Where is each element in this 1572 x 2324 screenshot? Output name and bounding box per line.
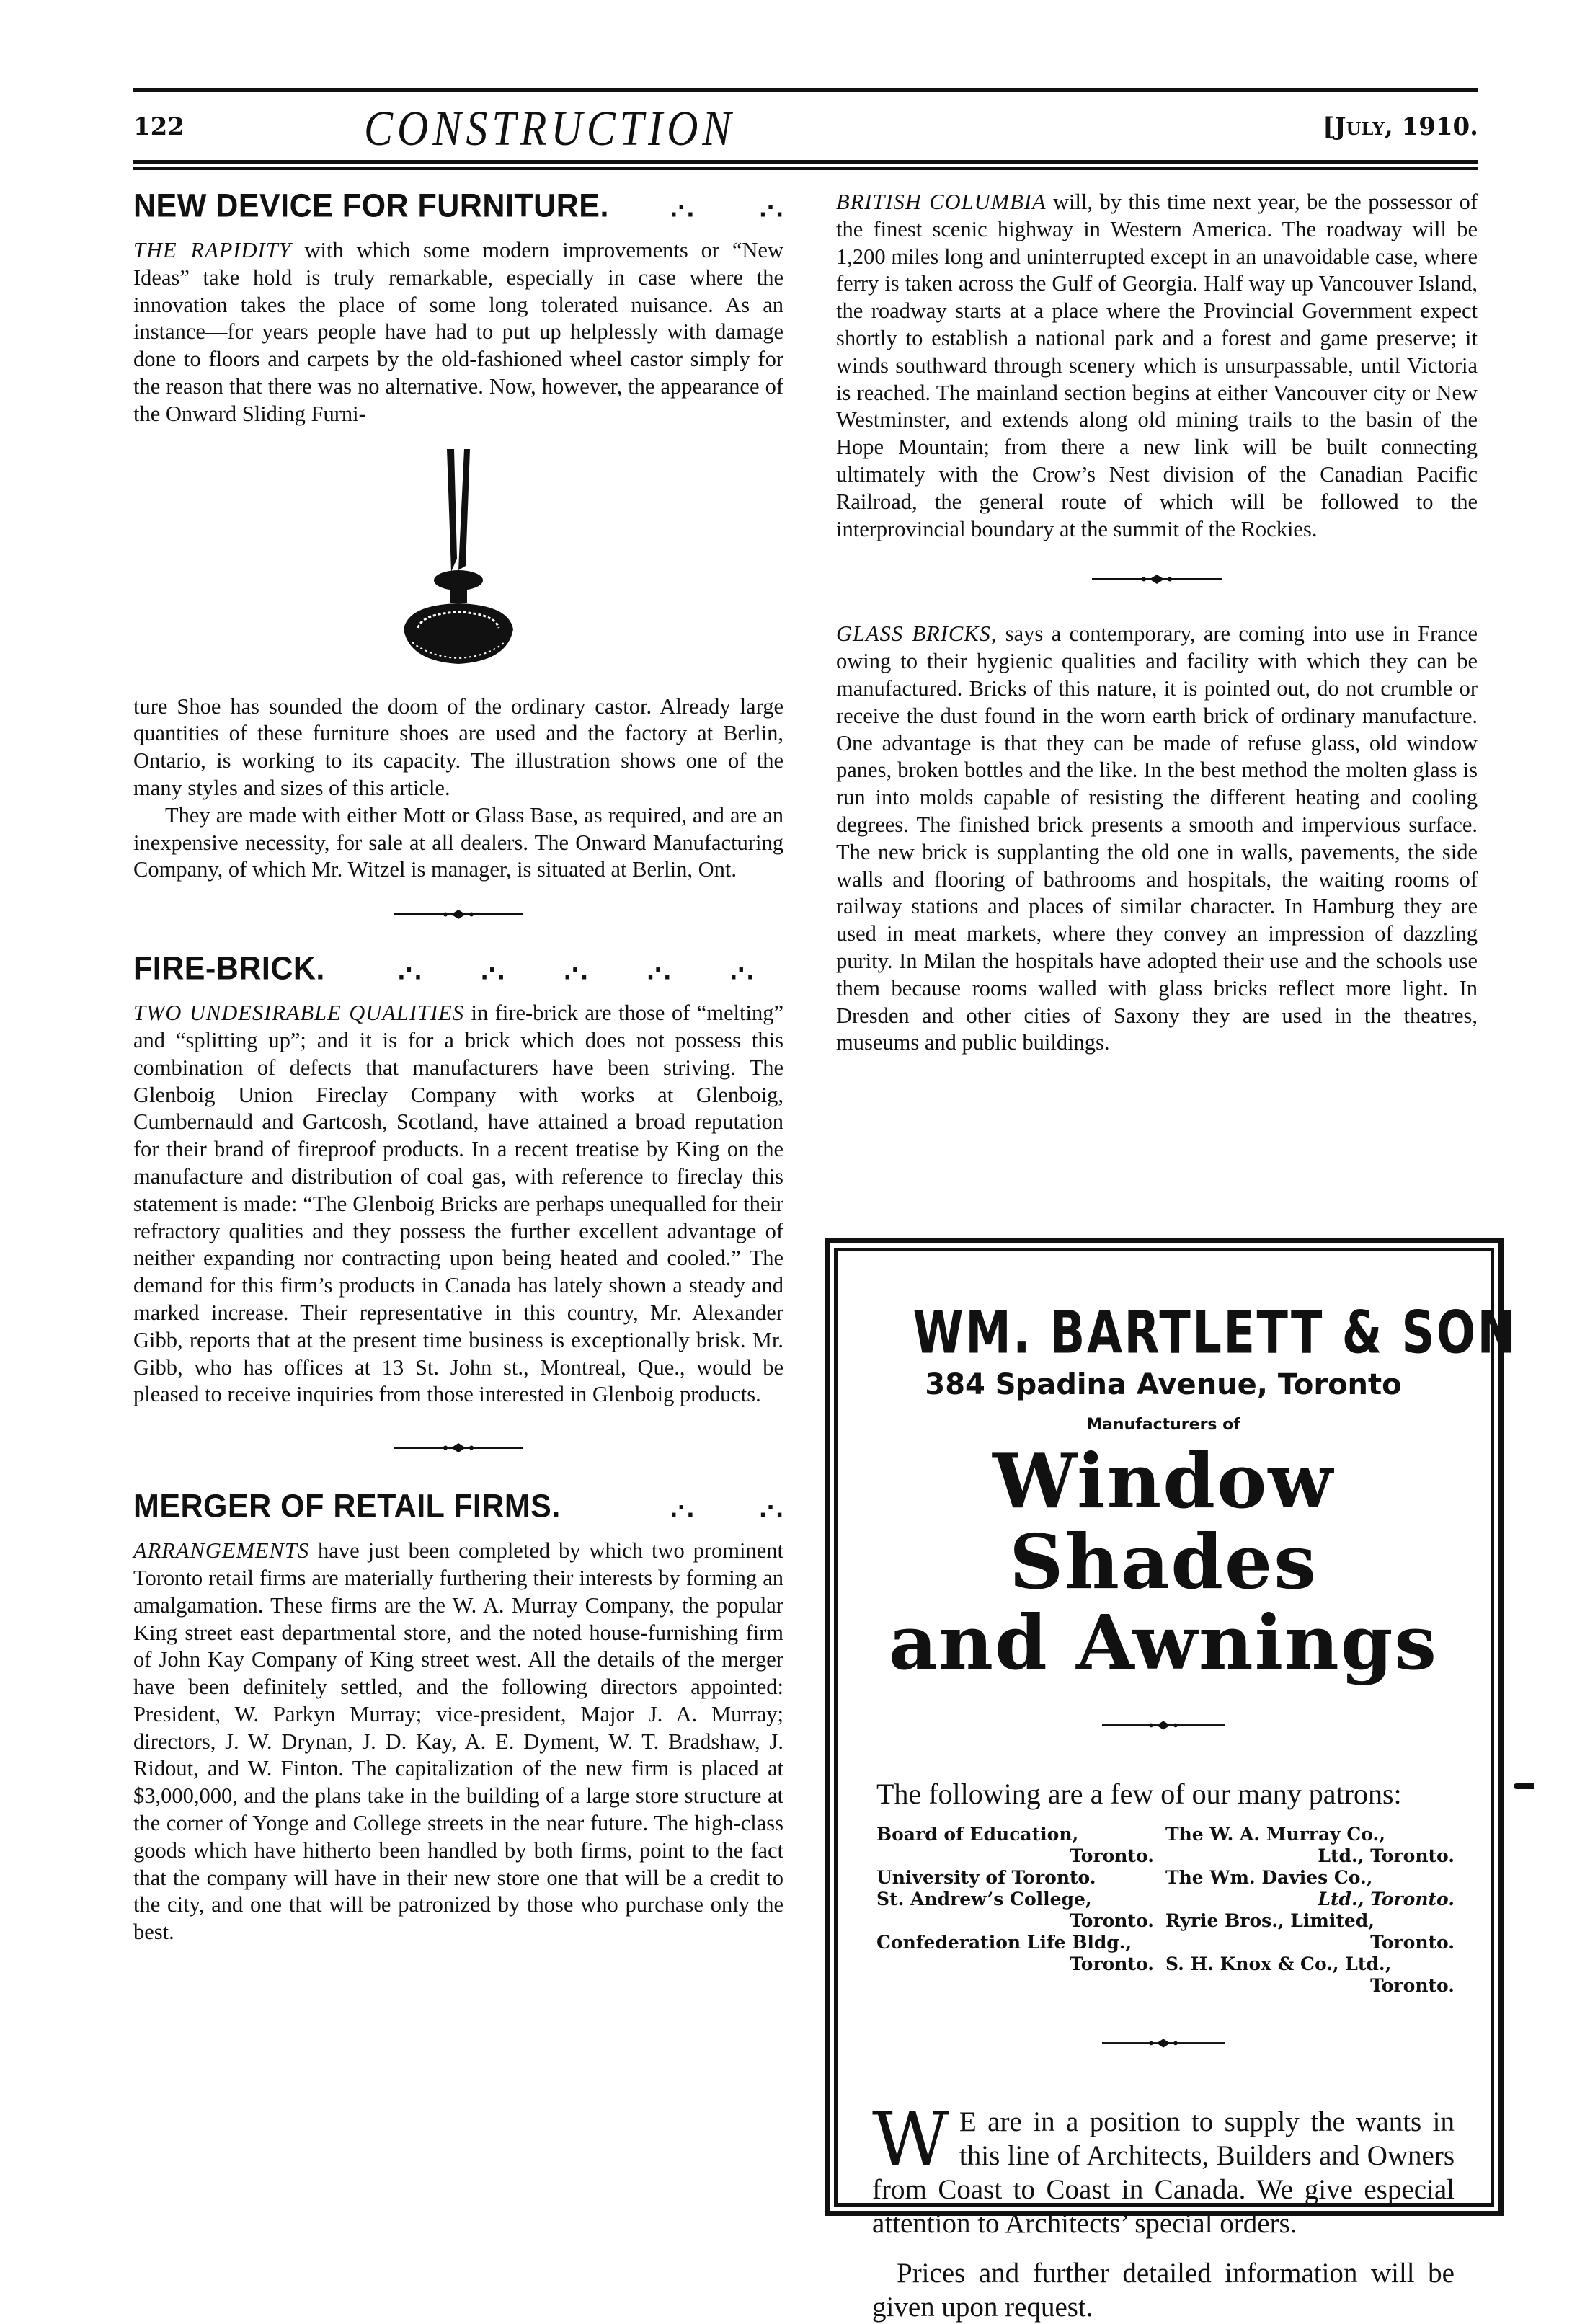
drop-cap: W — [872, 2095, 949, 2183]
issue-year: , 1910. — [1384, 112, 1478, 141]
patron-city: Ltd., Toronto. — [1318, 1845, 1455, 1866]
lead-in: GLASS BRICKS, — [836, 621, 998, 647]
patron-name: The W. A. Murray Co., — [1165, 1824, 1385, 1845]
paragraph-text: in fire-brick are those of “melting” and “splitting up”; and it is for a brick which does not possess this combination of defects that manufacturers have been striving. The Glenboig Union Fireclay Company with works at Glenboig, Cumbernauld and Gartcosh, Scotland, have attained a broad reputation for their brand of fireproof products. In a recent treatise by King on the manufacture and distribution of coal gas, with reference to fireclay this statement is made: “The Glenboig Bricks are perhaps unequalled for their refractory qualities and they possess the further excellent advantage of neither expanding nor contracting upon being heated and cooled.” The demand for this firm’s products in Canada has lately shown a steady and marked increase. Their representative in this country, Mr. Alexander Gibb, reports that at the present time business is exceptionally brisk. Mr. Gibb, who has offices at 13 St. John st., Montreal, Que., would be pleased to receive inquiries from those interested in Glenboig products. — [133, 1001, 783, 1407]
patron-name: Confederation Life Bldg., — [876, 1932, 1132, 1953]
article-british-columbia — [836, 189, 1478, 543]
patron-entry — [876, 1824, 1154, 1867]
patrons-column-left — [876, 1824, 1154, 1997]
patron-name: University of Toronto. — [876, 1867, 1096, 1888]
ornamental-divider — [872, 1705, 1455, 1745]
article-new-device-for-furniture — [133, 189, 783, 884]
paragraph-text: have just been completed by which two prominent Toronto retail firms are materially furthering their interests by forming an amalgamation. These firms are the W. A. Murray Company, the popular King street east departmental store, and the noted house-furnishing firm of John Kay Company of King street west. All the details of the merger have been definitely settled, and the following directors appointed: President, W. Parkyn Murray; vice-president, Major J. A. Murray; directors, J. W. Drynan, J. D. Kay, A. E. Dyment, W. T. Bradshaw, J. Ridout, and W. Finton. The capitalization of the new firm is placed at $3,000,000, and the plans take in the building of a large store structure at the corner of Yonge and College streets in the near future. The high-class goods which have hitherto been handled by both firms, point to the fact that the company will have in their new store one that will be a credit to the city, and one that will be patronized by those who purchase only the best. — [133, 1538, 783, 1945]
patron-entry — [876, 1867, 1154, 1889]
article-glass-bricks — [836, 621, 1478, 1057]
article-paragraph — [836, 621, 1478, 1057]
ornamental-divider — [133, 894, 783, 934]
title-text: MERGER OF RETAIL FIRMS. — [133, 1488, 561, 1525]
article-paragraph — [133, 237, 783, 428]
lead-in: TWO UNDESIRABLE QUALITIES — [133, 1001, 465, 1026]
patron-name: St. Andrew’s College, — [876, 1889, 1092, 1910]
dots-ornament: .·. — [670, 192, 695, 224]
paragraph-text: with which some modern improvements or “New Ideas” take hold is truly remarkable, especially in case where the innovation takes the place of some long tolerated nuisance. As an instance—for years people have had to put up helplessly with damage done to floors and carpets by the old-fashioned wheel castor simply for the reason that there was no alternative. Now, however, the appearance of the Onward Sliding Furni- — [133, 238, 783, 426]
page-number: 122 — [133, 112, 185, 141]
lead-in: THE RAPIDITY — [133, 238, 292, 262]
ad-patrons-list — [872, 1824, 1455, 1997]
title-text: FIRE-BRICK. — [133, 950, 325, 988]
patron-city: Ltd., Toronto. — [1318, 1889, 1455, 1910]
divider-ornament-icon — [1102, 2038, 1225, 2048]
dots-ornament: .·. — [480, 954, 505, 987]
divider-ornament-icon — [394, 1442, 523, 1452]
patron-entry — [1165, 1910, 1455, 1953]
ornamental-divider — [133, 1427, 783, 1468]
patron-city: Toronto. — [1370, 1932, 1455, 1953]
title-ornament-dots — [652, 192, 783, 224]
ad-product-line-2: and Awnings — [889, 1598, 1438, 1687]
patron-entry — [876, 1889, 1154, 1932]
article-fire-brick — [133, 952, 783, 1409]
article-paragraph — [133, 1538, 783, 1946]
patron-name: Board of Education, — [876, 1824, 1079, 1845]
patron-city: Toronto. — [1370, 1975, 1455, 1996]
ad-manufacturers-of: Manufacturers of — [1086, 1416, 1240, 1434]
title-text: NEW DEVICE FOR FURNITURE. — [133, 187, 609, 225]
patron-city: Toronto. — [1070, 1953, 1154, 1974]
advertisement-inner-frame — [834, 1248, 1518, 2323]
ad-patrons-heading: The following are a few of our many patrons: — [876, 1778, 1402, 1810]
patron-name: S. H. Knox & Co., Ltd., — [1165, 1953, 1392, 1974]
page-header — [133, 88, 1478, 177]
advertisement-bartlett — [825, 1238, 1518, 2323]
article-paragraph — [836, 189, 1478, 543]
article-title — [133, 951, 783, 988]
dots-ornament: .·. — [759, 1492, 783, 1525]
article-paragraph: ture Shoe has sounded the doom of the ordinary castor. Already large quantities of these furniture shoes are used and the factory at Berlin, Ontario, is working to its capacity. The illustration shows one of the many styles and sizes of this article. — [133, 693, 783, 800]
header-rule-bottom-thin — [133, 167, 1478, 170]
article-paragraph — [133, 1000, 783, 1409]
paragraph-text: will, by this time next year, be the possessor of the finest scenic highway in Western America. The roadway will be 1,200 miles long and uninterrupted except in an unavoidable case, where ferry is taken across the Gulf of Georgia. Half way up Vancouver Island, the roadway starts at a place where the Provincial Government expect shortly to establish a national park and a forest and game preserve; it winds southward through scenery which is unsurpassable, until Victoria is reached. The mainland section begins at either Vancouver city or New Westminster, and extends along old mining trails to the basin of the Hope Mountain; from there a new link will be built connecting ultimately with the Crow’s Nest division of the Canadian Pacific Railroad, the general route of which will be followed to the interprovincial boundary at the summit of the Rockies. — [836, 190, 1478, 541]
furniture-shoe-illustration — [133, 440, 783, 678]
ad-body-paragraph: Prices and further detailed information will be given upon request. — [872, 2258, 1455, 2323]
article-merger-of-retail-firms — [133, 1489, 783, 1946]
article-paragraph: They are made with either Mott or Glass Base, as required, and are an inexpensive necessity, for sale at all dealers. The Onward Manufacturing Company, of which Mr. Witzel is manager, is situated at Berlin, Ont. — [133, 802, 783, 882]
title-ornament-dots — [368, 954, 783, 987]
issue-date — [1323, 112, 1478, 141]
ad-product-line-1: Window Shades — [993, 1437, 1334, 1606]
right-column — [836, 189, 1478, 1057]
patron-entry — [1165, 1953, 1455, 1997]
dots-ornament: .·. — [670, 1492, 695, 1525]
issue-month: July — [1334, 112, 1385, 141]
patron-entry — [1165, 1824, 1455, 1867]
header-rule-bottom — [133, 160, 1478, 164]
ad-firm-name: WM. BARTLETT & SON — [912, 1298, 1518, 1367]
header-rule-top — [133, 88, 1478, 92]
dots-ornament: .·. — [397, 954, 422, 987]
margin-pointer-mark — [1514, 1783, 1534, 1789]
patron-entry — [1165, 1867, 1455, 1910]
dots-ornament: .·. — [729, 954, 755, 987]
patron-city: Toronto. — [1070, 1845, 1154, 1866]
dots-ornament: .·. — [564, 954, 588, 987]
patron-city: Toronto. — [1070, 1910, 1154, 1931]
dots-ornament: .·. — [759, 192, 783, 224]
ad-address: 384 Spadina Avenue, Toronto — [925, 1368, 1402, 1401]
patrons-column-right — [1165, 1824, 1455, 1997]
ornamental-divider — [836, 559, 1478, 599]
patron-entry — [876, 1932, 1154, 1975]
ad-body-paragraph — [872, 2095, 1455, 2240]
lead-in: BRITISH COLUMBIA — [836, 190, 1047, 214]
publication-title: CONSTRUCTION — [364, 100, 736, 156]
patron-name: The Wm. Davies Co., — [1165, 1867, 1373, 1888]
divider-ornament-icon — [1092, 574, 1222, 584]
article-title — [133, 188, 783, 225]
issue-bracket: [ — [1323, 112, 1335, 141]
patron-name: Ryrie Bros., Limited, — [1165, 1910, 1375, 1931]
article-title — [133, 1489, 783, 1525]
paragraph-text: E are in a position to supply the wants in this line of Architects, Builders and Owners from Coast to Coast in Canada. We give especial attention to Architects’ special orders. — [872, 2106, 1455, 2239]
left-column — [133, 189, 783, 1946]
paragraph-text: says a contemporary, are coming into use in France owing to their hygienic qualities and facility with which they can be manufactured. Bricks of this nature, it is pointed out, do not crumble or receive the dust found in the worn earth brick of ordinary manufacture. One advantage is that they can be made of refuse glass, old window panes, broken bottles and the like. In the best method the molten glass is run into molds capable of resisting the different heating and cooling degrees. The finished brick presents a smooth and impervious surface. The new brick is supplanting the old one in walls, pavements, the side walls and flooring of bathrooms and hospitals, the waiting rooms of railway stations and places of similar character. In Hamburg they are used in meat markets, where they convey an impression of dazzling purity. In Milan the hospitals have adopted their use and the schools use them because rooms walled with glass bricks reflect more light. In Dresden and other cities of Saxony they are used in the theatres, museums and public buildings. — [836, 621, 1478, 1055]
divider-ornament-icon — [1102, 1720, 1225, 1730]
dots-ornament: .·. — [647, 954, 672, 987]
divider-ornament-icon — [394, 909, 523, 919]
ornamental-divider — [872, 2023, 1455, 2063]
furniture-shoe-icon — [386, 443, 530, 674]
title-ornament-dots — [604, 1492, 783, 1525]
lead-in: ARRANGEMENTS — [133, 1538, 310, 1564]
